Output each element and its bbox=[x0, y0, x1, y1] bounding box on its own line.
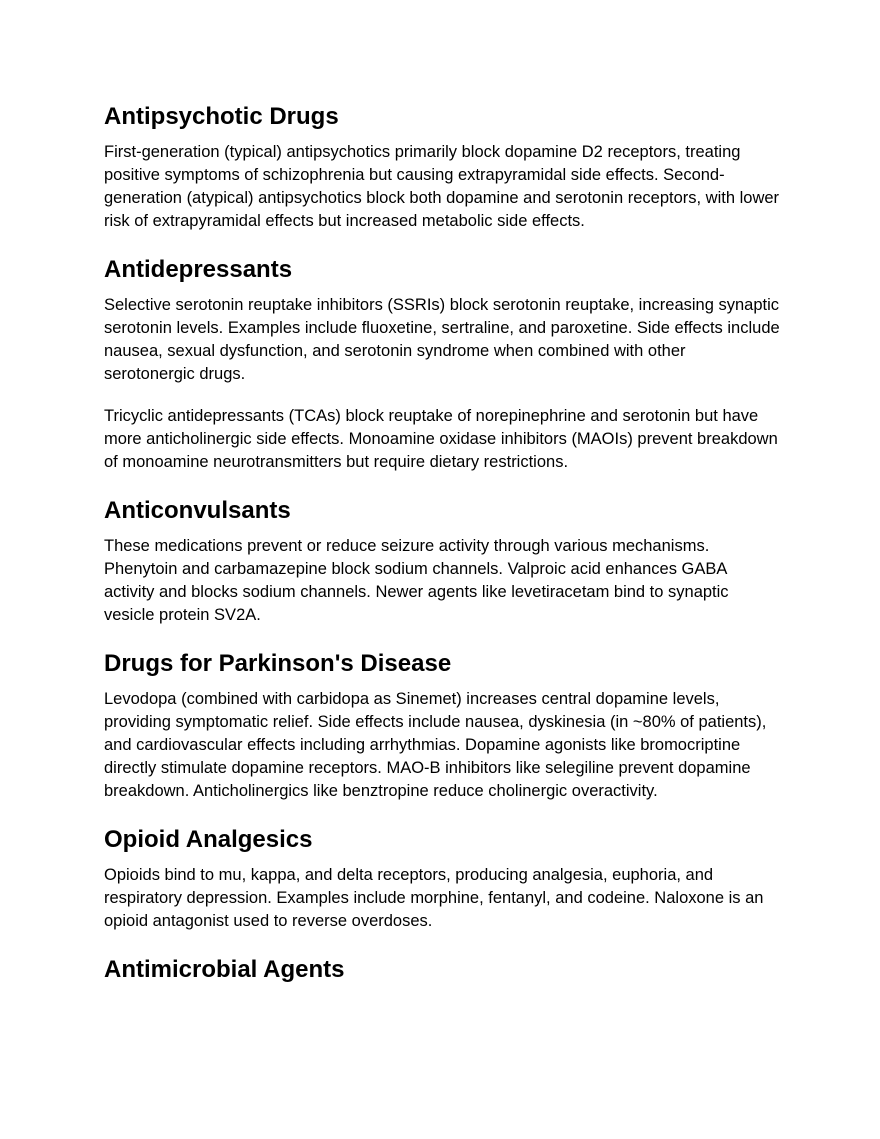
section-paragraph: These medications prevent or reduce seizure activity through various mechanisms. Phenytoin and carbamazepine block sodium channels. Valproic acid enhances GABA activity and blocks sodium channels. Newer agents like levetiracetam bind to synaptic vesicle protein SV2A. bbox=[104, 537, 729, 624]
section-antimicrobial-agents bbox=[104, 955, 780, 985]
section-heading: Antipsychotic Drugs bbox=[104, 103, 339, 130]
section-paragraph: First-generation (typical) antipsychotics primarily block dopamine D2 receptors, treating positive symptoms of schizophrenia but causing extrapyramidal side effects. Second-generation (atypical) antipsychotics block both dopamine and serotonin receptors, with lower risk of extrapyramidal effects but increased metabolic side effects. bbox=[104, 143, 780, 230]
section-heading: Anticonvulsants bbox=[104, 497, 291, 524]
section-antidepressants bbox=[104, 255, 780, 474]
section-paragraph: Tricyclic antidepressants (TCAs) block reuptake of norepinephrine and serotonin but have more anticholinergic side effects. Monoamine oxidase inhibitors (MAOIs) prevent breakdown of monoamine neurotransmitters but require dietary restrictions. bbox=[104, 407, 778, 471]
section-paragraph: Opioids bind to mu, kappa, and delta receptors, producing analgesia, euphoria, and respiratory depression. Examples include morphine, fentanyl, and codeine. Naloxone is an opioid antagonist used to reverse overdoses. bbox=[104, 866, 764, 930]
section-anticonvulsants bbox=[104, 496, 780, 627]
section-antipsychotic-drugs bbox=[104, 102, 780, 233]
section-heading: Drugs for Parkinson's Disease bbox=[104, 650, 452, 677]
section-heading: Antidepressants bbox=[104, 256, 293, 283]
section-opioid-analgesics bbox=[104, 825, 780, 933]
section-parkinsons-drugs bbox=[104, 649, 780, 803]
section-paragraph: Levodopa (combined with carbidopa as Sinemet) increases central dopamine levels, providing symptomatic relief. Side effects include nausea, dyskinesia (in ~80% of patients), and cardiovascular effects including arrhythmias. Dopamine agonists like bromocriptine directly stimulate dopamine receptors. MAO-B inhibitors like selegiline prevent dopamine breakdown. Anticholinergics like benztropine reduce cholinergic overactivity. bbox=[104, 690, 767, 800]
section-paragraph: Selective serotonin reuptake inhibitors (SSRIs) block serotonin reuptake, increasing synaptic serotonin levels. Examples include fluoxetine, sertraline, and paroxetine. Side effects include nausea, sexual dysfunction, and serotonin syndrome when combined with other serotonergic drugs. bbox=[104, 296, 780, 383]
section-heading: Opioid Analgesics bbox=[104, 826, 313, 853]
section-heading: Antimicrobial Agents bbox=[104, 956, 345, 983]
